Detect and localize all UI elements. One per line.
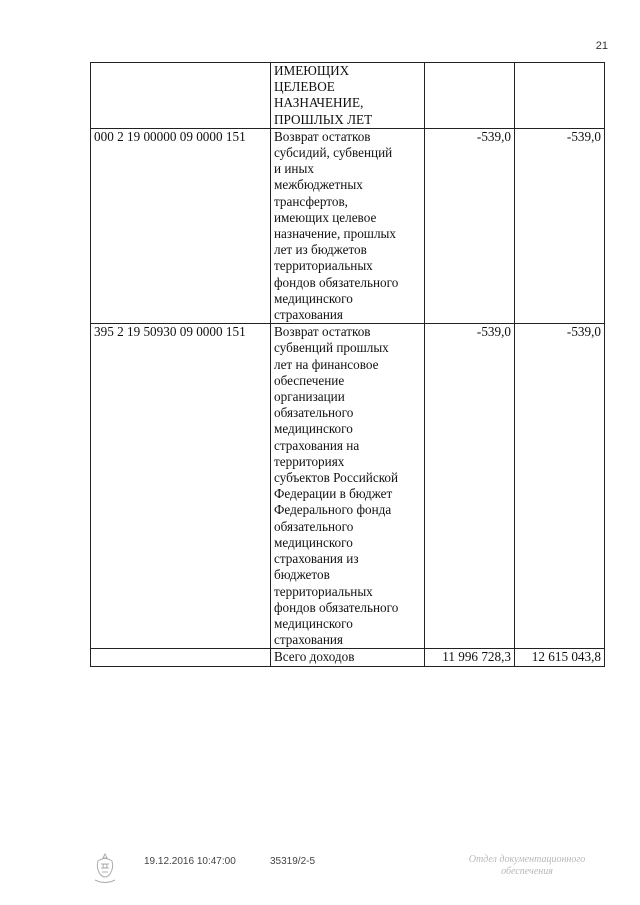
total-row [91,649,605,666]
document-footer [92,852,612,892]
total-2016-cell: 11 996 728,3 [425,649,515,666]
document-number: 35319/2-5 [270,856,316,867]
revenue-table-body [91,63,605,667]
revenue-name-cell [271,324,425,649]
budget-code-cell: 395 2 19 50930 09 0000 151 [91,324,271,649]
total-2017-cell: 12 615 043,8 [515,649,605,666]
stamp-line: Отдел документационного [468,854,586,865]
revenue-name-line: территориях [274,453,345,469]
revenue-name-line: обеспечение [274,372,345,388]
print-timestamp: 19.12.2016 10:47:00 [144,856,236,867]
revenue-name-line: субсидий, субвенций [274,145,393,161]
revenue-name-line: субвенций прошлых [274,340,389,356]
revenue-name-line: межбюджетных [274,177,363,193]
table-row [91,128,605,323]
revenue-name-line: ИМЕЮЩИХ [274,63,350,78]
department-stamp [452,854,602,878]
revenue-name-line: страхования [274,632,343,648]
revenue-name-line: Возврат остатков [274,128,371,144]
total-code-cell [91,649,271,666]
revenue-name-line: медицинского [274,615,353,631]
revenue-name-line: Федерального фонда [274,502,392,518]
revenue-name-line: обязательного [274,518,354,534]
budget-code-cell: 000 2 19 00000 09 0000 151 [91,128,271,323]
revenue-name-line: медицинского [274,534,353,550]
amount-2016-cell [425,63,515,129]
budget-code-cell [91,63,271,129]
revenue-name-line: ЦЕЛЕВОЕ [274,79,335,95]
stamp-line: обеспечения [501,866,553,877]
revenue-table [90,62,605,667]
revenue-name-line: трансфертов, [274,193,348,209]
revenue-name-line: лет из бюджетов [274,242,367,258]
revenue-name-line: страхования [274,307,343,323]
amount-2017-cell: -539,0 [515,324,605,649]
revenue-name-line: субъектов Российской [274,470,399,486]
total-label-cell: Всего доходов [271,649,425,666]
revenue-name-line: Федерации в бюджет [274,486,393,502]
amount-2017-cell [515,63,605,129]
revenue-name-line: Возврат остатков [274,324,371,340]
table-row [91,63,605,129]
revenue-name-line: страхования из [274,551,359,567]
table-row [91,324,605,649]
revenue-name-line: фондов обязательного [274,274,399,290]
amount-2016-cell: -539,0 [425,128,515,323]
revenue-name-line: назначение, прошлых [274,226,396,242]
revenue-name-line: ПРОШЛЫХ ЛЕТ [274,111,373,127]
revenue-name-line: и иных [274,161,314,177]
amount-2017-cell: -539,0 [515,128,605,323]
revenue-name-line: организации [274,389,345,405]
page-number: 21 [595,40,608,52]
revenue-name-line: страхования на [274,437,360,453]
revenue-name-cell [271,128,425,323]
revenue-name-line: фондов обязательного [274,599,399,615]
coat-of-arms-icon [92,852,118,886]
revenue-name-line: территориальных [274,258,373,274]
amount-2016-cell: -539,0 [425,324,515,649]
revenue-name-line: бюджетов [274,567,330,583]
revenue-name-line: территориальных [274,583,373,599]
revenue-name-line: медицинского [274,290,353,306]
revenue-name-line: обязательного [274,405,354,421]
revenue-name-line: имеющих целевое [274,209,377,225]
revenue-name-line: лет на финансовое [274,356,379,372]
revenue-name-line: медицинского [274,421,353,437]
revenue-name-line: НАЗНАЧЕНИЕ, [274,95,364,111]
revenue-name-cell [271,63,425,129]
